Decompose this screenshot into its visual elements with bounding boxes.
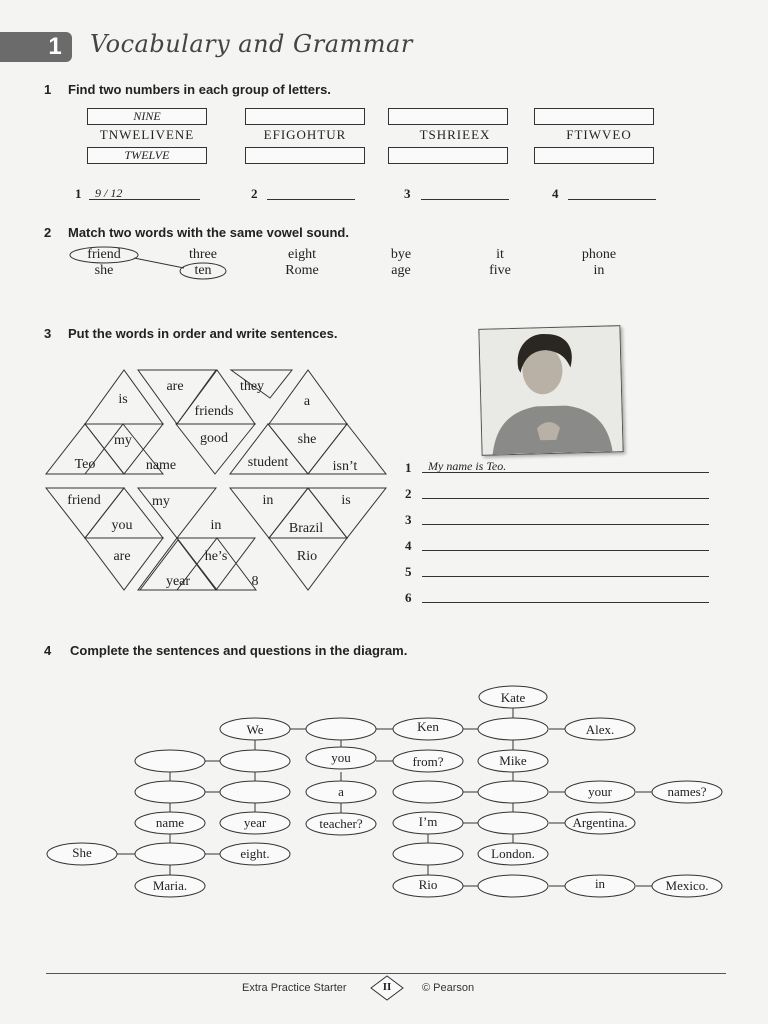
ex2-word[interactable]: five (489, 263, 511, 278)
ex2-number: 2 (44, 225, 52, 240)
puzzle-word: my (152, 494, 170, 509)
ex3-line-number: 6 (405, 590, 412, 605)
puzzle-word: Teo (74, 457, 96, 472)
ex1-number: 1 (44, 82, 52, 97)
ex1-box-top[interactable]: NINE (87, 108, 207, 125)
ex3-line-number: 4 (405, 538, 412, 553)
puzzle-word: a (303, 394, 311, 409)
diagram-word[interactable]: your (588, 784, 612, 799)
puzzle-word: name (145, 458, 177, 473)
diagram-word[interactable]: names? (667, 784, 707, 799)
ex2-word[interactable]: ten (194, 263, 212, 278)
diagram-word[interactable]: Kate (500, 690, 526, 705)
ex1-answer-line[interactable]: 9 / 12 (89, 186, 200, 200)
ex1-answer-number: 1 (75, 186, 82, 201)
ex2-word[interactable]: three (189, 247, 217, 262)
page-title: Vocabulary and Grammar (90, 30, 413, 58)
puzzle-word: they (239, 379, 265, 394)
ex2-word[interactable]: it (496, 247, 504, 262)
puzzle-word: is (341, 493, 351, 508)
diagram-word[interactable]: London. (491, 846, 535, 861)
page-number: II (382, 981, 392, 993)
puzzle-word: you (111, 518, 133, 533)
ex1-letters: TNWELIVENE (99, 127, 195, 142)
diagram-word[interactable]: Argentina. (572, 815, 628, 830)
ex2-word[interactable]: phone (581, 247, 617, 262)
puzzle-word: friends (194, 404, 234, 419)
puzzle-word: isn’t (332, 459, 358, 474)
ex2-word[interactable]: in (593, 263, 605, 278)
ex1-instruction: Find two numbers in each group of letters. (68, 82, 331, 97)
diagram-word[interactable]: Rio (418, 877, 438, 892)
ex2-word[interactable]: Rome (285, 263, 319, 278)
puzzle-word: year (165, 574, 191, 589)
ex2-word[interactable]: bye (390, 247, 412, 262)
footer-copyright: © Pearson (422, 982, 475, 994)
ex3-line-number: 1 (405, 460, 412, 475)
ex1-letters: EFIGOHTUR (263, 127, 347, 142)
ex1-answer-number: 2 (251, 186, 258, 201)
puzzle-word: friend (67, 493, 101, 508)
diagram-word[interactable]: I’m (418, 814, 438, 829)
puzzle-word: good (200, 431, 228, 446)
puzzle-word: she (297, 432, 317, 447)
puzzle-word: student (247, 455, 289, 470)
ex1-letters: TSHRIEEX (419, 127, 491, 142)
ex3-answer-line[interactable]: My name is Teo. (422, 459, 709, 473)
ex2-word[interactable]: age (391, 263, 411, 278)
ex1-answer-number: 4 (552, 186, 559, 201)
diagram-word[interactable]: teacher? (319, 816, 363, 831)
puzzle-word: Rio (296, 549, 318, 564)
ex3-instruction: Put the words in order and write sentences. (68, 326, 338, 341)
puzzle-word: in (210, 518, 222, 533)
ex4-number: 4 (44, 643, 52, 658)
ex3-number: 3 (44, 326, 52, 341)
ex1-answer-number: 3 (404, 186, 411, 201)
diagram-word[interactable]: We (246, 722, 264, 737)
ex2-word[interactable]: she (94, 263, 114, 278)
puzzle-word: he’s (204, 549, 228, 564)
ex3-line-number: 3 (405, 512, 412, 527)
ex1-box-bottom[interactable]: TWELVE (87, 147, 207, 164)
ex4-instruction: Complete the sentences and questions in the diagram. (70, 643, 408, 658)
puzzle-word: are (166, 379, 184, 394)
puzzle-word: is (118, 392, 128, 407)
diagram-word[interactable]: in (594, 876, 606, 891)
diagram-word[interactable]: year (243, 815, 267, 830)
puzzle-word: Brazil (288, 521, 324, 536)
diagram-word[interactable]: She (72, 845, 92, 860)
ex2-instruction: Match two words with the same vowel sound. (68, 225, 349, 240)
puzzle-word: are (113, 549, 131, 564)
diagram-word[interactable]: a (338, 784, 344, 799)
ex2-word[interactable]: eight (288, 247, 316, 262)
diagram-word[interactable]: you (331, 750, 351, 765)
diagram-word[interactable]: Maria. (152, 878, 188, 893)
ex3-line-number: 5 (405, 564, 412, 579)
unit-number: 1 (48, 33, 62, 60)
puzzle-word: in (262, 493, 274, 508)
puzzle-word: my (114, 433, 132, 448)
ex1-letters: FTIWVEO (566, 127, 632, 142)
diagram-word[interactable]: from? (412, 754, 444, 769)
diagram-word[interactable]: Mexico. (665, 878, 709, 893)
ex2-word[interactable]: friend (87, 247, 121, 262)
diagram-word[interactable]: Mike (499, 753, 527, 768)
ex3-line-number: 2 (405, 486, 412, 501)
diagram-word[interactable]: Ken (417, 719, 439, 734)
diagram-word[interactable]: name (155, 815, 185, 830)
diagram-word[interactable]: Alex. (585, 722, 615, 737)
footer-book-title: Extra Practice Starter (242, 982, 347, 994)
puzzle-word: 8 (251, 574, 259, 589)
diagram-word[interactable]: eight. (240, 846, 270, 861)
